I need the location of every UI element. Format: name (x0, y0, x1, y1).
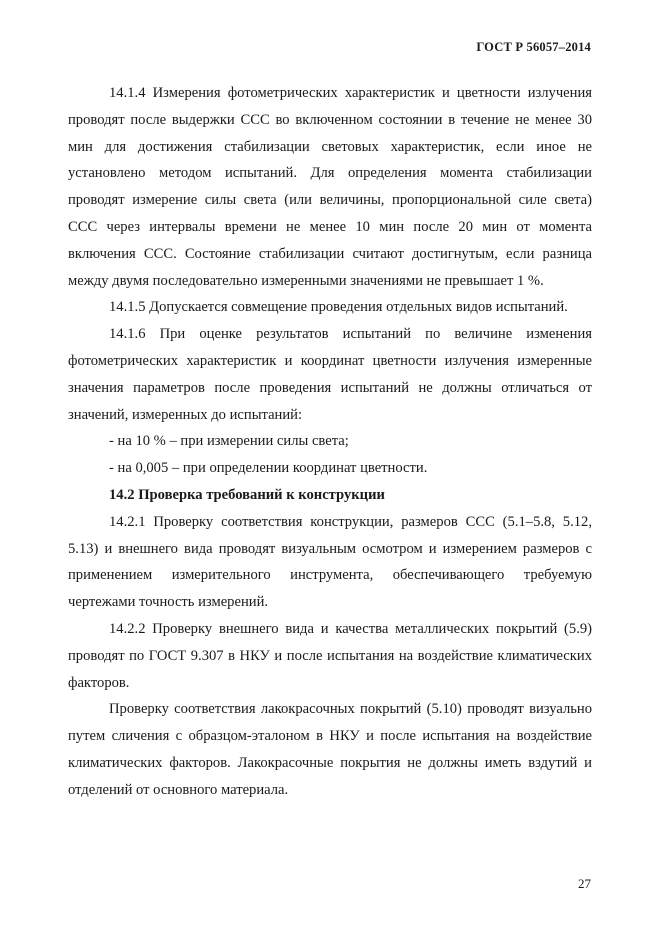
paragraph-14-2-2: 14.2.2 Проверку внешнего вида и качества металлических покрытий (5.9) проводят по ГОСТ 9.307 в НКУ и после испытания на воздействие климатических факторов. (68, 620, 592, 691)
document-body (68, 80, 592, 804)
paragraph-14-1-6: 14.1.6 При оценке результатов испытаний по величине изменения фотометрических характеристик и координат цветности излучения измеренные значения параметров после проведения испытаний не должны отличаться от значений, измеренных до испытаний: (68, 326, 592, 423)
paragraph-14-2-1: 14.2.1 Проверку соответствия конструкции, размеров ССС (5.1–5.8, 5.12, 5.13) и внешнего вида проводят визуальным осмотром и измерением размеров с применением измерительного инструмента, обеспечивающего требуемую чертежами точность измерений. (68, 513, 592, 611)
paragraph-14-1-4: 14.1.4 Измерения фотометрических характеристик и цветности излучения проводят после выдержки ССС во включенном состоянии в течение не менее 30 мин для достижения стабилизации световых характеристик, если иное не установлено методом испытаний. Для определения момента стабилизации проводят измерение силы света (или величины, пропорциональной силе света) ССС через интервалы времени не менее 10 мин после 20 мин от момента включения ССС. Состояние стабилизации считают достигнутым, если разница между двумя последовательно измеренными значениями не превышает 1 %. (68, 85, 592, 289)
paragraph-paint-coating: Проверку соответствия лакокрасочных покрытий (5.10) проводят визуально путем сличения с образцом-эталоном в НКУ и после испытания на воздействие климатических факторов. Лакокрасочные покрытия не должны иметь вздутий и отделений от основного материала. (68, 701, 592, 798)
paragraph-14-1-5: 14.1.5 Допускается совмещение проведения отдельных видов испытаний. (109, 299, 568, 316)
page-number: 27 (578, 876, 591, 891)
list-item-light-intensity: - на 10 % – при измерении силы света; (109, 433, 349, 450)
section-heading-14-2: 14.2 Проверка требований к конструкции (109, 486, 385, 503)
list-item-chromaticity: - на 0,005 – при определении координат цветности. (109, 460, 428, 477)
page-header: ГОСТ Р 56057–2014 (476, 40, 591, 54)
